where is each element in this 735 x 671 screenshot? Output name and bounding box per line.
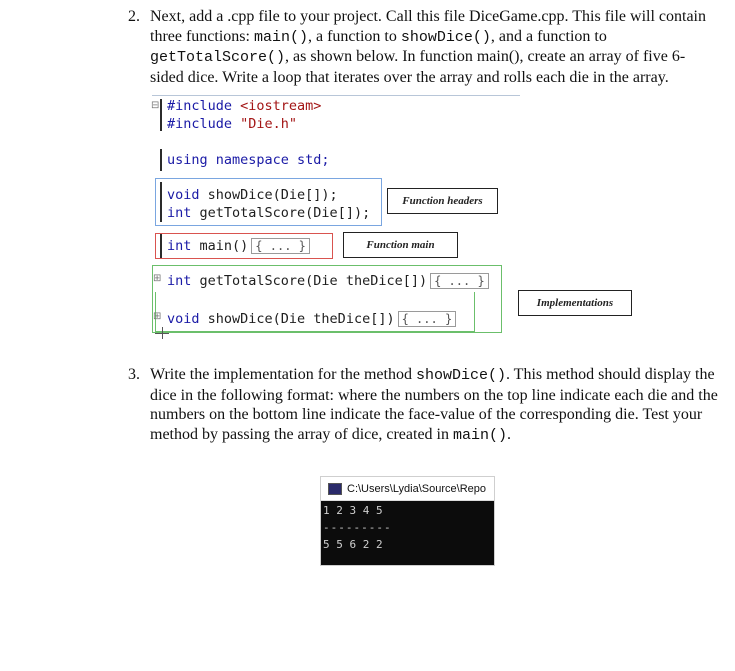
console-output-line-1: 1 2 3 4 5: [323, 504, 383, 517]
console-output-line-2: ---------: [323, 521, 392, 534]
code-impl-showdice: void showDice(Die theDice[]) { ... }: [167, 310, 456, 328]
code-proto-showdice: void showDice(Die[]);: [167, 187, 338, 203]
q2-line-4: sided dice. Write a loop that iterates over the array and rolls each die in the array.: [150, 68, 669, 86]
q3-line-1: Write the implementation for the method showDice(). This method should display the: [150, 366, 715, 384]
code-main: int main() { ... }: [167, 237, 310, 255]
console-app-icon: [328, 483, 342, 495]
console-window: [320, 476, 495, 566]
editor-top-line: [152, 95, 520, 96]
callout-implementations: Implementations: [518, 290, 632, 316]
main-outline-bar: [160, 234, 162, 258]
q2-line-3: getTotalScore(), as shown below. In function main(), create an array of five 6-: [150, 48, 686, 66]
code-using-namespace: using namespace std;: [167, 152, 330, 168]
code-proto-gettotalscore: int getTotalScore(Die[]);: [167, 205, 371, 221]
q2-line-1: Next, add a .cpp file to your project. Call this file DiceGame.cpp. This file will contain: [150, 8, 706, 25]
headers-outline-bar: [160, 182, 162, 222]
code-impl-gettotalscore: int getTotalScore(Die theDice[]) { ... }: [167, 272, 489, 290]
console-title: C:\Users\Lydia\Source\Repo: [347, 482, 486, 495]
cursor-marker-vertical: [162, 327, 163, 339]
collapsed-gts-body[interactable]: { ... }: [430, 273, 489, 289]
callout-function-headers: Function headers: [387, 188, 498, 214]
callout-function-main: Function main: [343, 232, 458, 258]
q3-line-4: method by passing the array of dice, created in main().: [150, 425, 512, 444]
console-output-line-3: 5 5 6 2 2: [323, 538, 383, 551]
collapsed-sd-body[interactable]: { ... }: [398, 311, 457, 327]
q3-line-3: numbers on the bottom line indicate the face-value of the corresponding die. Test your: [150, 406, 703, 423]
console-titlebar[interactable]: [321, 477, 494, 501]
sd-expand-icon[interactable]: ⊞: [153, 311, 162, 322]
question-3-text: [150, 365, 730, 445]
gts-expand-icon[interactable]: ⊞: [153, 273, 162, 284]
q3-line-2: dice in the following format: where the numbers on the top line indicate each die and the: [150, 386, 718, 404]
include-outline-bar: [160, 99, 162, 131]
code-include-die: #include "Die.h": [167, 116, 298, 132]
question-3-number: 3.: [128, 366, 140, 383]
q2-line-2: three functions: main(), a function to showDice(), and a function to: [150, 27, 607, 46]
question-2-number: 2.: [128, 8, 140, 25]
collapsed-main-body[interactable]: { ... }: [251, 238, 310, 254]
code-include-iostream: #include <iostream>: [167, 98, 322, 114]
using-outline-bar: [160, 149, 162, 171]
include-collapse-icon[interactable]: ⊟: [151, 100, 160, 111]
question-2-text: [150, 7, 725, 87]
